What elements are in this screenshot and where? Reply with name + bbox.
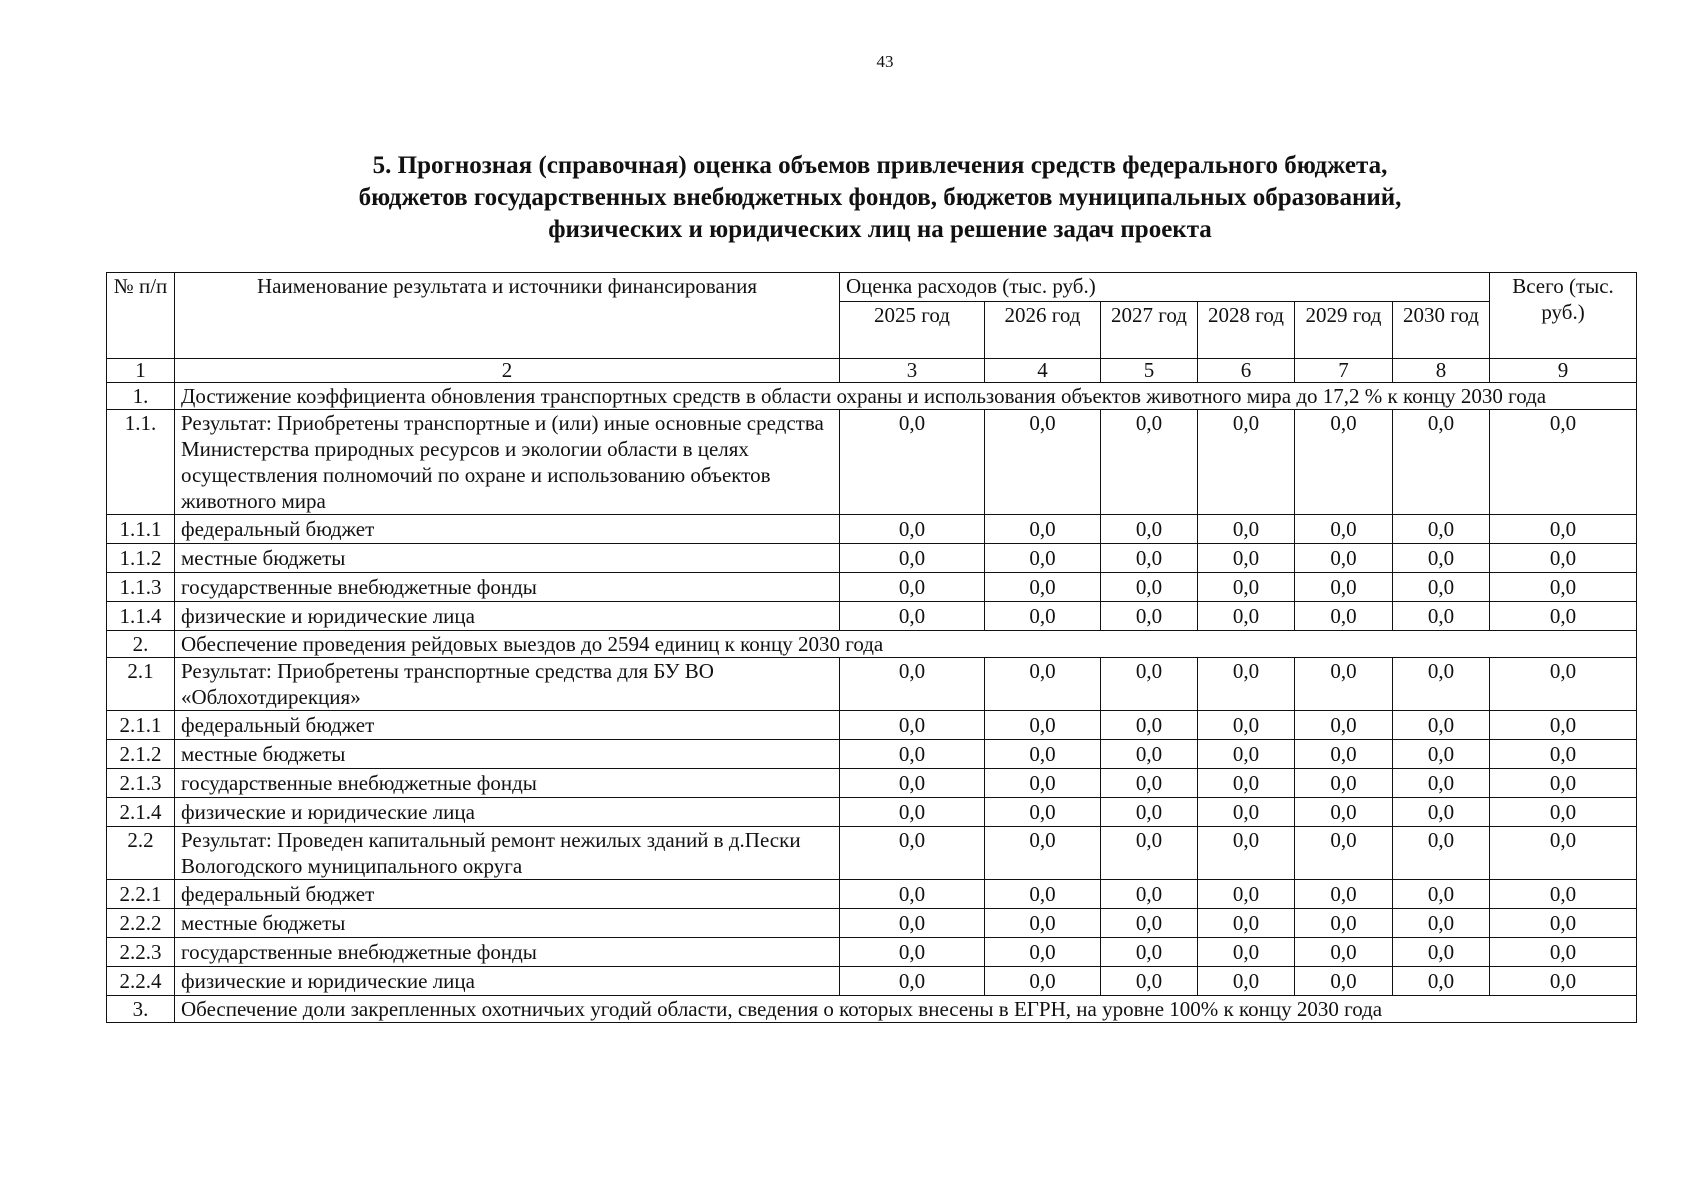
row-year-value: 0,0: [1393, 602, 1490, 631]
column-number: 7: [1295, 359, 1393, 383]
row-year-value: 0,0: [1393, 909, 1490, 938]
row-name: федеральный бюджет: [175, 515, 840, 544]
table-row: [107, 711, 1637, 740]
row-year-value: 0,0: [1295, 658, 1393, 711]
row-year-value: 0,0: [1393, 769, 1490, 798]
table-row: [107, 798, 1637, 827]
header-year-2028: 2028 год: [1198, 302, 1295, 359]
row-year-value: 0,0: [985, 544, 1101, 573]
table-row: [107, 769, 1637, 798]
header-year-2027: 2027 год: [1101, 302, 1198, 359]
row-number: 1.1.3: [107, 573, 175, 602]
row-name: местные бюджеты: [175, 740, 840, 769]
row-year-value: 0,0: [1198, 602, 1295, 631]
column-number: 8: [1393, 359, 1490, 383]
row-year-value: 0,0: [1393, 967, 1490, 996]
table-row: [107, 938, 1637, 967]
row-year-value: 0,0: [1295, 769, 1393, 798]
row-name: физические и юридические лица: [175, 798, 840, 827]
row-number: 2.1.2: [107, 740, 175, 769]
row-year-value: 0,0: [1295, 798, 1393, 827]
row-year-value: 0,0: [985, 938, 1101, 967]
row-year-value: 0,0: [1393, 573, 1490, 602]
header-year-2030: 2030 год: [1393, 302, 1490, 359]
row-name: физические и юридические лица: [175, 967, 840, 996]
row-number: 2.2.2: [107, 909, 175, 938]
row-year-value: 0,0: [1101, 602, 1198, 631]
row-year-value: 0,0: [1393, 827, 1490, 880]
row-number: 2.1.4: [107, 798, 175, 827]
row-year-value: 0,0: [1101, 827, 1198, 880]
section-title: Достижение коэффициента обновления транспортных средств в области охраны и использования объектов животного мира до 17,2 % к концу 2030 года: [175, 383, 1637, 410]
financing-table: [106, 272, 1637, 1023]
row-year-value: 0,0: [1295, 573, 1393, 602]
row-year-value: 0,0: [1393, 798, 1490, 827]
row-name: Результат: Приобретены транспортные средства для БУ ВО «Облохотдирекция»: [175, 658, 840, 711]
row-year-value: 0,0: [1295, 967, 1393, 996]
row-year-value: 0,0: [1198, 880, 1295, 909]
row-name: Результат: Приобретены транспортные и (или) иные основные средства Министерства природных ресурсов и экологии области в целях осуществления полномочий по охране и использованию объектов животного мира: [175, 410, 840, 515]
table-row: [107, 880, 1637, 909]
row-number: 1.: [107, 383, 175, 410]
row-year-value: 0,0: [840, 769, 985, 798]
header-expense-group: Оценка расходов (тыс. руб.): [840, 273, 1490, 302]
row-year-value: 0,0: [1393, 410, 1490, 515]
row-total-value: 0,0: [1490, 798, 1637, 827]
row-year-value: 0,0: [1198, 967, 1295, 996]
row-year-value: 0,0: [1198, 658, 1295, 711]
column-number: 9: [1490, 359, 1637, 383]
column-number-row: [107, 359, 1637, 383]
row-total-value: 0,0: [1490, 711, 1637, 740]
row-year-value: 0,0: [1295, 938, 1393, 967]
column-number: 2: [175, 359, 840, 383]
row-year-value: 0,0: [1101, 880, 1198, 909]
header-name: Наименование результата и источники финансирования: [175, 273, 840, 359]
row-number: 1.1.1: [107, 515, 175, 544]
row-year-value: 0,0: [840, 827, 985, 880]
header-year-2026: 2026 год: [985, 302, 1101, 359]
row-year-value: 0,0: [1101, 798, 1198, 827]
row-year-value: 0,0: [1198, 740, 1295, 769]
row-year-value: 0,0: [1295, 602, 1393, 631]
column-number: 5: [1101, 359, 1198, 383]
row-year-value: 0,0: [985, 909, 1101, 938]
section-row: [107, 383, 1637, 410]
row-year-value: 0,0: [840, 909, 985, 938]
row-year-value: 0,0: [1198, 827, 1295, 880]
section-title: Обеспечение доли закрепленных охотничьих угодий области, сведения о которых внесены в ЕГРН, на уровне 100% к концу 2030 года: [175, 996, 1637, 1023]
row-year-value: 0,0: [1101, 711, 1198, 740]
row-name: государственные внебюджетные фонды: [175, 573, 840, 602]
row-name: государственные внебюджетные фонды: [175, 938, 840, 967]
row-year-value: 0,0: [985, 410, 1101, 515]
row-number: 2.2: [107, 827, 175, 880]
column-number: 6: [1198, 359, 1295, 383]
row-year-value: 0,0: [840, 798, 985, 827]
row-year-value: 0,0: [1393, 938, 1490, 967]
row-total-value: 0,0: [1490, 573, 1637, 602]
row-total-value: 0,0: [1490, 827, 1637, 880]
document-title: [220, 150, 1540, 246]
row-year-value: 0,0: [1393, 658, 1490, 711]
row-total-value: 0,0: [1490, 880, 1637, 909]
column-number: 1: [107, 359, 175, 383]
header-year-2029: 2029 год: [1295, 302, 1393, 359]
row-name: федеральный бюджет: [175, 880, 840, 909]
table-row: [107, 909, 1637, 938]
row-year-value: 0,0: [1393, 711, 1490, 740]
row-name: государственные внебюджетные фонды: [175, 769, 840, 798]
section-row: [107, 631, 1637, 658]
row-name: местные бюджеты: [175, 544, 840, 573]
row-number: 2.1.1: [107, 711, 175, 740]
row-year-value: 0,0: [985, 769, 1101, 798]
row-year-value: 0,0: [985, 827, 1101, 880]
row-total-value: 0,0: [1490, 515, 1637, 544]
title-line-2: бюджетов государственных внебюджетных фондов, бюджетов муниципальных образований,: [358, 184, 1402, 211]
row-year-value: 0,0: [1198, 544, 1295, 573]
row-year-value: 0,0: [1295, 909, 1393, 938]
row-year-value: 0,0: [840, 740, 985, 769]
row-year-value: 0,0: [1101, 909, 1198, 938]
row-name: федеральный бюджет: [175, 711, 840, 740]
row-year-value: 0,0: [840, 967, 985, 996]
row-name: физические и юридические лица: [175, 602, 840, 631]
column-number: 3: [840, 359, 985, 383]
row-year-value: 0,0: [1198, 515, 1295, 544]
row-number: 1.1.: [107, 410, 175, 515]
row-number: 1.1.2: [107, 544, 175, 573]
row-year-value: 0,0: [840, 602, 985, 631]
header-year-2025: 2025 год: [840, 302, 985, 359]
row-year-value: 0,0: [1198, 938, 1295, 967]
row-year-value: 0,0: [1101, 740, 1198, 769]
row-total-value: 0,0: [1490, 544, 1637, 573]
row-year-value: 0,0: [1393, 880, 1490, 909]
table-row: [107, 658, 1637, 711]
row-number: 2.: [107, 631, 175, 658]
row-year-value: 0,0: [840, 515, 985, 544]
row-year-value: 0,0: [840, 573, 985, 602]
row-year-value: 0,0: [1295, 515, 1393, 544]
table-row: [107, 827, 1637, 880]
row-total-value: 0,0: [1490, 938, 1637, 967]
row-year-value: 0,0: [985, 515, 1101, 544]
header-row-1: [107, 273, 1637, 302]
row-number: 2.1: [107, 658, 175, 711]
section-row: [107, 996, 1637, 1023]
row-year-value: 0,0: [985, 798, 1101, 827]
row-year-value: 0,0: [1101, 938, 1198, 967]
row-year-value: 0,0: [1393, 515, 1490, 544]
row-name: местные бюджеты: [175, 909, 840, 938]
row-year-value: 0,0: [1393, 544, 1490, 573]
row-year-value: 0,0: [840, 544, 985, 573]
row-number: 3.: [107, 996, 175, 1023]
row-year-value: 0,0: [985, 880, 1101, 909]
row-year-value: 0,0: [1198, 909, 1295, 938]
table-row: [107, 967, 1637, 996]
row-year-value: 0,0: [1198, 798, 1295, 827]
row-year-value: 0,0: [1198, 711, 1295, 740]
row-year-value: 0,0: [985, 740, 1101, 769]
row-total-value: 0,0: [1490, 410, 1637, 515]
row-year-value: 0,0: [985, 967, 1101, 996]
row-year-value: 0,0: [840, 880, 985, 909]
column-number: 4: [985, 359, 1101, 383]
row-year-value: 0,0: [1198, 573, 1295, 602]
header-num: № п/п: [107, 273, 175, 359]
row-year-value: 0,0: [1101, 769, 1198, 798]
row-year-value: 0,0: [1295, 880, 1393, 909]
table-row: [107, 573, 1637, 602]
row-year-value: 0,0: [985, 658, 1101, 711]
row-total-value: 0,0: [1490, 602, 1637, 631]
title-line-3: физических и юридических лиц на решение задач проекта: [548, 216, 1212, 243]
row-year-value: 0,0: [1295, 544, 1393, 573]
table-row: [107, 410, 1637, 515]
row-year-value: 0,0: [840, 938, 985, 967]
row-number: 2.1.3: [107, 769, 175, 798]
row-name: Результат: Проведен капитальный ремонт нежилых зданий в д.Пески Вологодского муниципального округа: [175, 827, 840, 880]
row-year-value: 0,0: [1101, 573, 1198, 602]
row-year-value: 0,0: [840, 410, 985, 515]
row-year-value: 0,0: [1101, 515, 1198, 544]
section-title: Обеспечение проведения рейдовых выездов до 2594 единиц к концу 2030 года: [175, 631, 1637, 658]
row-year-value: 0,0: [1198, 769, 1295, 798]
row-number: 2.2.3: [107, 938, 175, 967]
row-year-value: 0,0: [840, 658, 985, 711]
table-row: [107, 740, 1637, 769]
row-total-value: 0,0: [1490, 769, 1637, 798]
row-number: 1.1.4: [107, 602, 175, 631]
row-year-value: 0,0: [1393, 740, 1490, 769]
row-total-value: 0,0: [1490, 658, 1637, 711]
row-total-value: 0,0: [1490, 740, 1637, 769]
row-year-value: 0,0: [1198, 410, 1295, 515]
row-year-value: 0,0: [985, 711, 1101, 740]
row-year-value: 0,0: [985, 573, 1101, 602]
row-year-value: 0,0: [1101, 544, 1198, 573]
row-year-value: 0,0: [1101, 967, 1198, 996]
table-row: [107, 544, 1637, 573]
row-year-value: 0,0: [985, 602, 1101, 631]
row-total-value: 0,0: [1490, 967, 1637, 996]
row-number: 2.2.4: [107, 967, 175, 996]
table-row: [107, 515, 1637, 544]
row-number: 2.2.1: [107, 880, 175, 909]
row-year-value: 0,0: [1295, 827, 1393, 880]
table-row: [107, 602, 1637, 631]
row-year-value: 0,0: [840, 711, 985, 740]
row-year-value: 0,0: [1295, 740, 1393, 769]
row-year-value: 0,0: [1295, 410, 1393, 515]
title-line-1: 5. Прогнозная (справочная) оценка объемов привлечения средств федерального бюджета,: [372, 152, 1388, 179]
row-year-value: 0,0: [1101, 658, 1198, 711]
page-number: 43: [876, 52, 894, 71]
header-total: Всего (тыс. руб.): [1490, 273, 1637, 359]
row-total-value: 0,0: [1490, 909, 1637, 938]
row-year-value: 0,0: [1101, 410, 1198, 515]
row-year-value: 0,0: [1295, 711, 1393, 740]
